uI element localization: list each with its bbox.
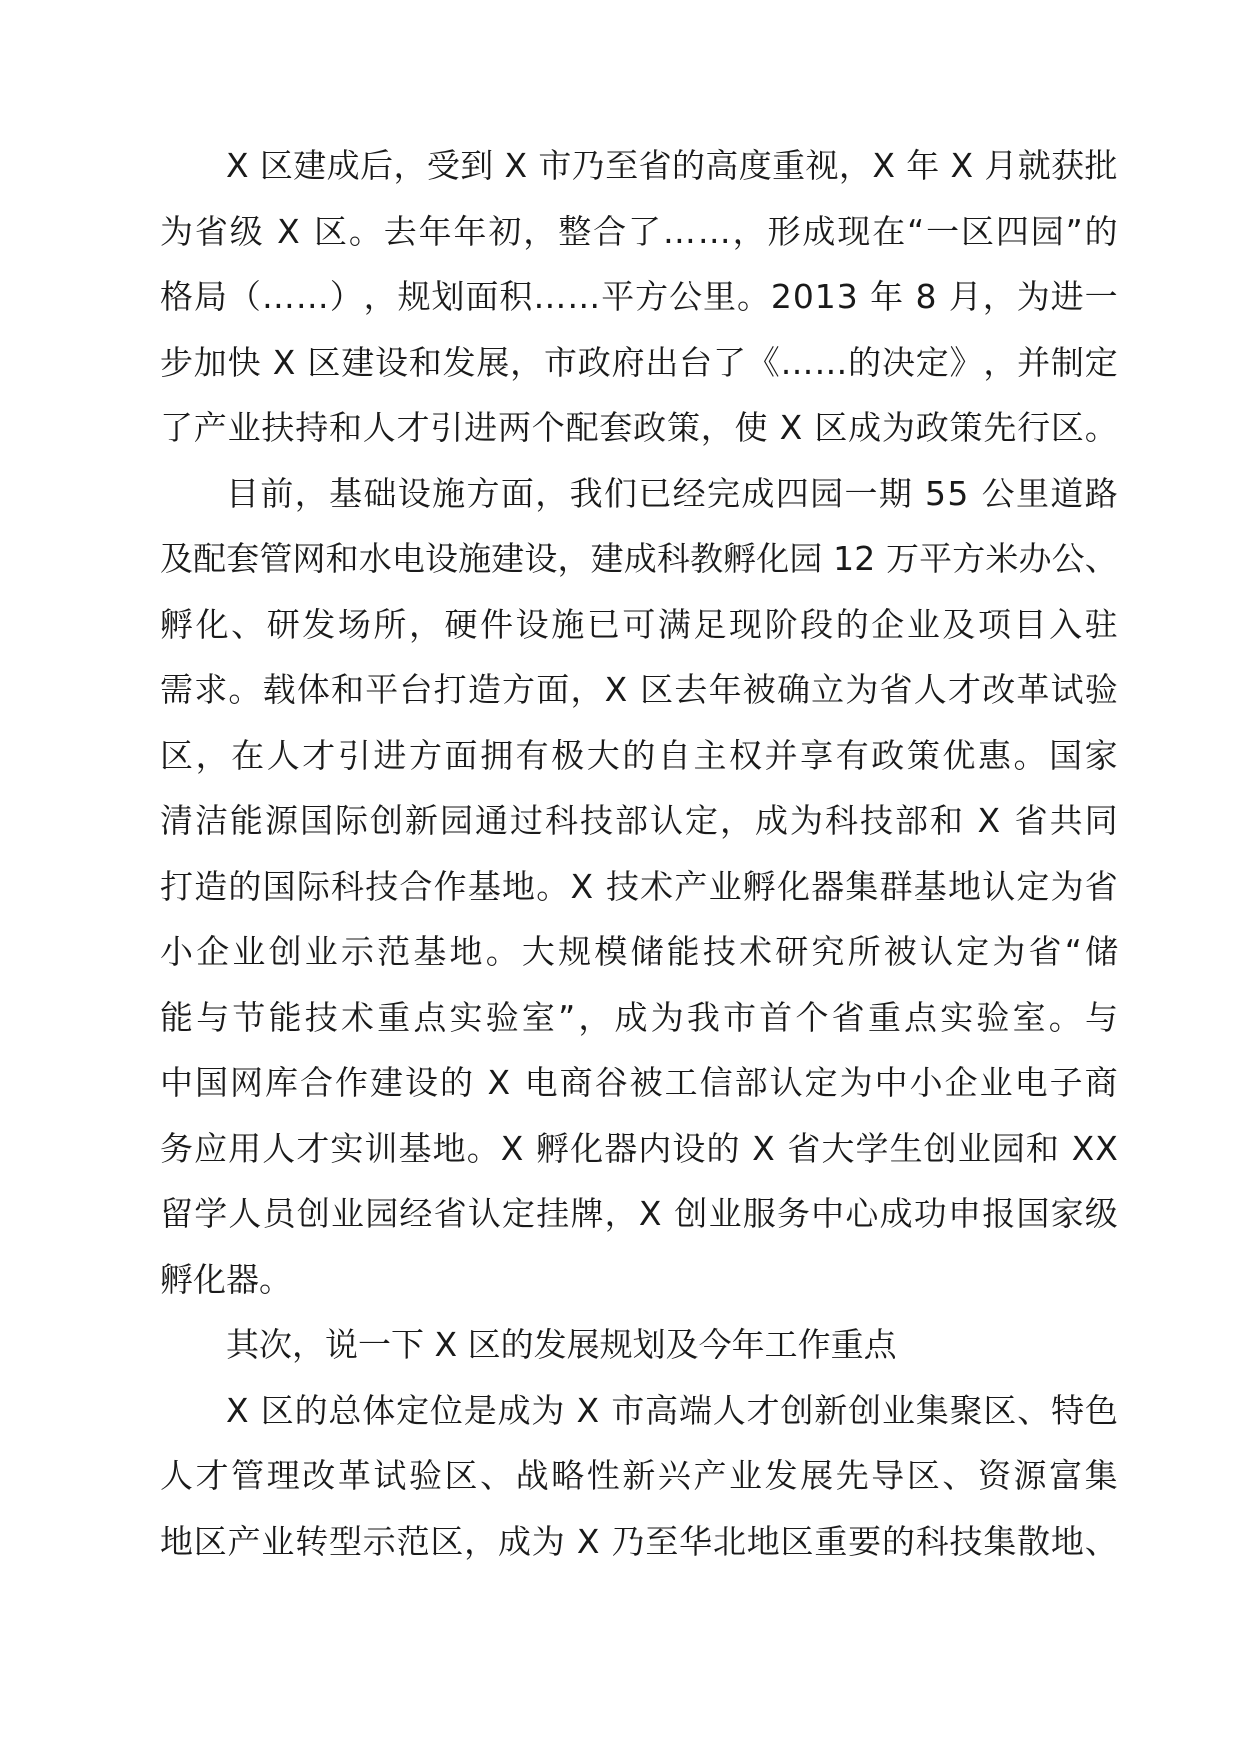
text-line: 区 ， 在 人 才 引 进 方 面 拥 有 极 大 的 自 主 权 并 享 有 政 策 优 惠 。 国 家 [160,736,1118,775]
text-line: X 区 建 成 后 ， 受 到 X 市 乃 至 省 的 高 度 重 视 ， X 年 X 月 就 获 批 [226,146,1118,185]
text-line: 人 才 管 理 改 革 试 验 区 、 战 略 性 新 兴 产 业 发 展 先 导 区 、 资 源 富 集 [160,1456,1118,1495]
text-line: 打 造 的 国 际 科 技 合 作 基 地 。 X 技 术 产 业 孵 化 器 集 群 基 地 认 定 为 省 [160,867,1118,906]
text-line: 了 产 业 扶 持 和 人 才 引 进 两 个 配 套 政 策 ， 使 X 区 成 为 政 策 先 行 区 。 [160,408,1118,447]
text-line: 留 学 人 员 创 业 园 经 省 认 定 挂 牌 ， X 创 业 服 务 中 心 成 功 申 报 国 家 级 [160,1194,1118,1233]
text-line: 需 求 。 载 体 和 平 台 打 造 方 面 ， X 区 去 年 被 确 立 为 省 人 才 改 革 试 验 [160,670,1118,709]
text-line: 及 配 套 管 网 和 水 电 设 施 建 设 ， 建 成 科 教 孵 化 园 1 2 万 平 方 米 办 公 、 [160,539,1118,578]
section-heading: 其次，说一下 X 区的发展规划及今年工作重点 [226,1325,897,1364]
text-line: 务 应 用 人 才 实 训 基 地 。 X 孵 化 器 内 设 的 X 省 大 学 生 创 业 园 和 X X [160,1129,1118,1168]
text-line: 清 洁 能 源 国 际 创 新 园 通 过 科 技 部 认 定 ， 成 为 科 技 部 和 X 省 共 同 [160,801,1118,840]
text-line: 能 与 节 能 技 术 重 点 实 验 室 ” ， 成 为 我 市 首 个 省 重 点 实 验 室 。 与 [160,998,1118,1037]
text-line: 目 前 ， 基 础 设 施 方 面 ， 我 们 已 经 完 成 四 园 一 期 5 5 公 里 道 路 [226,474,1118,513]
text-line: 地 区 产 业 转 型 示 范 区 ， 成 为 X 乃 至 华 北 地 区 重 要 的 科 技 集 散 地 、 [160,1522,1118,1561]
text-line: 孵化器。 [160,1260,292,1299]
text-line: 为 省 级 X 区 。 去 年 年 初 ， 整 合 了 … … ， 形 成 现 在 “ 一 区 四 园 ” 的 [160,212,1118,251]
text-line: X 区 的 总 体 定 位 是 成 为 X 市 高 端 人 才 创 新 创 业 集 聚 区 、 特 色 [226,1391,1118,1430]
text-line: 孵 化 、 研 发 场 所 ， 硬 件 设 施 已 可 满 足 现 阶 段 的 企 业 及 项 目 入 驻 [160,605,1118,644]
text-line: 小 企 业 创 业 示 范 基 地 。 大 规 模 储 能 技 术 研 究 所 被 认 定 为 省 “ 储 [160,932,1118,971]
text-line: 格 局 （ … … ） ， 规 划 面 积 … … 平 方 公 里 。 2 0 1 3 年 8 月 ， 为 进 一 [160,277,1118,316]
text-line: 步 加 快 X 区 建 设 和 发 展 ， 市 政 府 出 台 了 《 … … 的 决 定 》 ， 并 制 定 [160,343,1118,382]
text-line: 中 国 网 库 合 作 建 设 的 X 电 商 谷 被 工 信 部 认 定 为 中 小 企 业 电 子 商 [160,1063,1118,1102]
